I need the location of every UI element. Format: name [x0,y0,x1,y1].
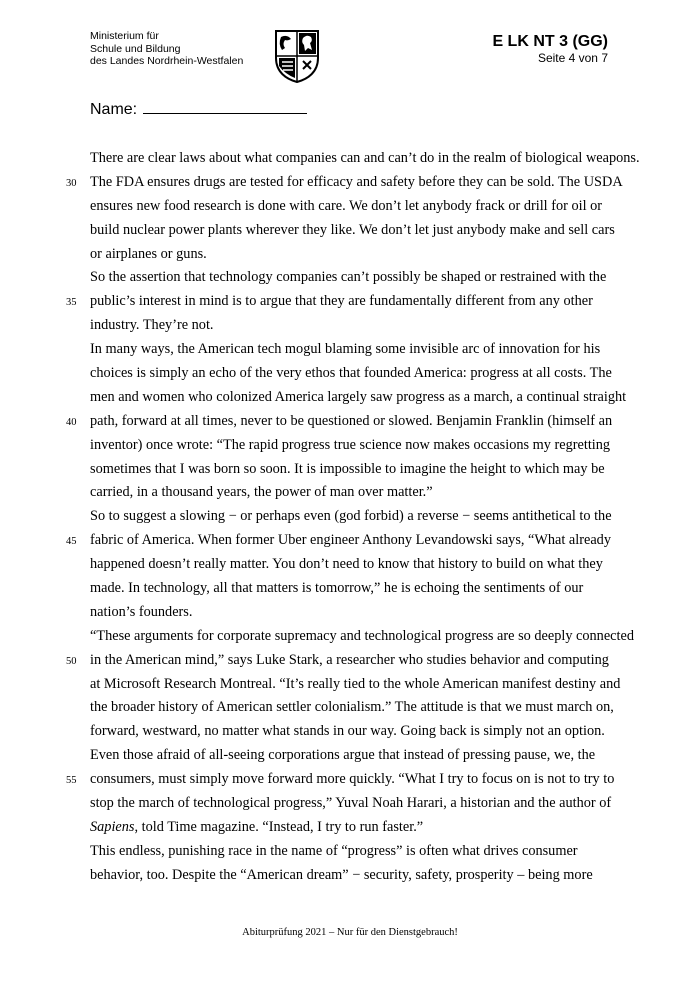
text-line [90,481,620,505]
line-text: behavior, too. Despite the “American dream” − security, safety, prosperity – being more [90,866,593,883]
line-text: Even those afraid of all-seeing corporations argue that instead of pressing pause, we, the [90,747,596,764]
line-text: stop the march of technological progress,” Yuval Noah Harari, a historian and the author of [90,795,612,812]
text-line [90,505,620,529]
text-line [90,744,620,768]
book-title: Sapiens [90,818,135,835]
line-number: 55 [66,775,77,787]
text-line [90,458,620,482]
line-text: consumers, must simply move forward more quickly. “What I try to focus on is not to try to [90,771,615,788]
line-text: This endless, punishing race in the name of “progress” is often what drives consumer [90,842,578,859]
text-line [66,171,623,195]
text-line [90,243,620,267]
ministry-line-3: des Landes Nordrhein-Westfalen [90,55,244,67]
line-text: ensures new food research is done with care. We don’t let anybody frack or drill for oil or [90,197,603,214]
body-text [66,147,640,888]
nrw-coat-of-arms-icon [273,28,321,84]
line-text: build nuclear power plants wherever they like. We don’t let just anybody make and sell cars [90,221,615,238]
line-text: inventor) once wrote: “The rapid progress true science now makes occasions my regretting [90,436,611,453]
line-text: industry. They’re not. [90,317,214,334]
line-text: men and women who colonized America largely saw progress as a march, a continual straight [90,388,627,405]
text-line [66,768,620,792]
line-text: fabric of America. When former Uber engineer Anthony Levandowski says, “What already [90,532,611,549]
line-text: “These arguments for corporate supremacy and technological progress are so deeply connected [90,627,634,644]
line-text: or airplanes or guns. [90,245,207,262]
text-line [90,840,620,864]
footer-note: Abiturprüfung 2021 – Nur für den Dienstgebrauch! [242,927,458,938]
line-number: 50 [66,655,77,667]
text-line [90,434,620,458]
text-line [90,720,620,744]
line-text: at Microsoft Research Montreal. “It’s really tied to the whole American manifest destiny and [90,675,621,692]
line-text: choices is simply an echo of the very ethos that founded America: progress at all costs. The [90,365,612,382]
text-line [90,362,620,386]
text-line [90,601,620,625]
text-line [90,147,640,171]
name-field [90,99,307,119]
text-line [90,314,620,338]
name-blank-line[interactable] [143,99,307,114]
text-line [90,625,634,649]
line-text: in the American mind,” says Luke Stark, a researcher who studies behavior and computing [90,651,609,668]
line-text: So the assertion that technology companies can’t possibly be shaped or restrained with the [90,269,607,286]
text-line [66,410,620,434]
line-text: forward, westward, no matter what stands in our way. Going back is simply not an option. [90,723,605,740]
exam-code-block [492,33,608,65]
line-number: 35 [66,297,77,309]
line-text: carried, in a thousand years, the power of man over matter.” [90,484,433,501]
exam-code: E LK NT 3 (GG) [492,33,608,50]
text-line [66,649,620,673]
text-line [90,577,620,601]
ministry-line-1: Ministerium für [90,30,159,42]
line-number: 40 [66,416,77,428]
line-text: made. In technology, all that matters is tomorrow,” he is echoing the sentiments of our [90,580,584,597]
line-text: nation’s founders. [90,603,193,620]
text-line [90,696,620,720]
line-number: 30 [66,177,77,189]
text-line [90,219,620,243]
text-line [90,266,620,290]
text-line [90,195,620,219]
line-text: The FDA ensures drugs are tested for efficacy and safety before they can be sold. The USDA [90,173,623,190]
line-text: sometimes that I was born so soon. It is impossible to imagine the height to which may be [90,460,605,477]
text-line [90,792,620,816]
text-line [66,529,620,553]
name-label: Name: [90,101,138,118]
line-text: public’s interest in mind is to argue that they are fundamentally different from any other [90,293,593,310]
text-line [90,386,627,410]
line-text: There are clear laws about what companies can and can’t do in the realm of biological weapons. [90,150,640,166]
text-line [90,338,620,362]
line-text: path, forward at all times, never to be questioned or slowed. Benjamin Franklin (himself an [90,412,613,429]
line-text: happened doesn’t really matter. You don’t need to know that history to build on what they [90,556,603,573]
line-text: , told Time magazine. “Instead, I try to run faster.” [134,818,424,835]
text-line [90,816,620,840]
text-line [90,673,620,697]
ministry-name [90,30,270,68]
ministry-line-2: Schule und Bildung [90,42,181,55]
line-text: In many ways, the American tech mogul blaming some invisible arc of innovation for his [90,341,601,358]
line-text: So to suggest a slowing − or perhaps even (god forbid) a reverse − seems antithetical to the [90,508,612,525]
line-text: the broader history of American settler colonialism.” The attitude is that we must march on, [90,699,614,716]
page-indicator: Seite 4 von 7 [537,51,608,65]
text-line [90,864,620,888]
text-line [90,553,620,577]
line-number: 45 [66,536,77,548]
text-line [66,290,620,314]
